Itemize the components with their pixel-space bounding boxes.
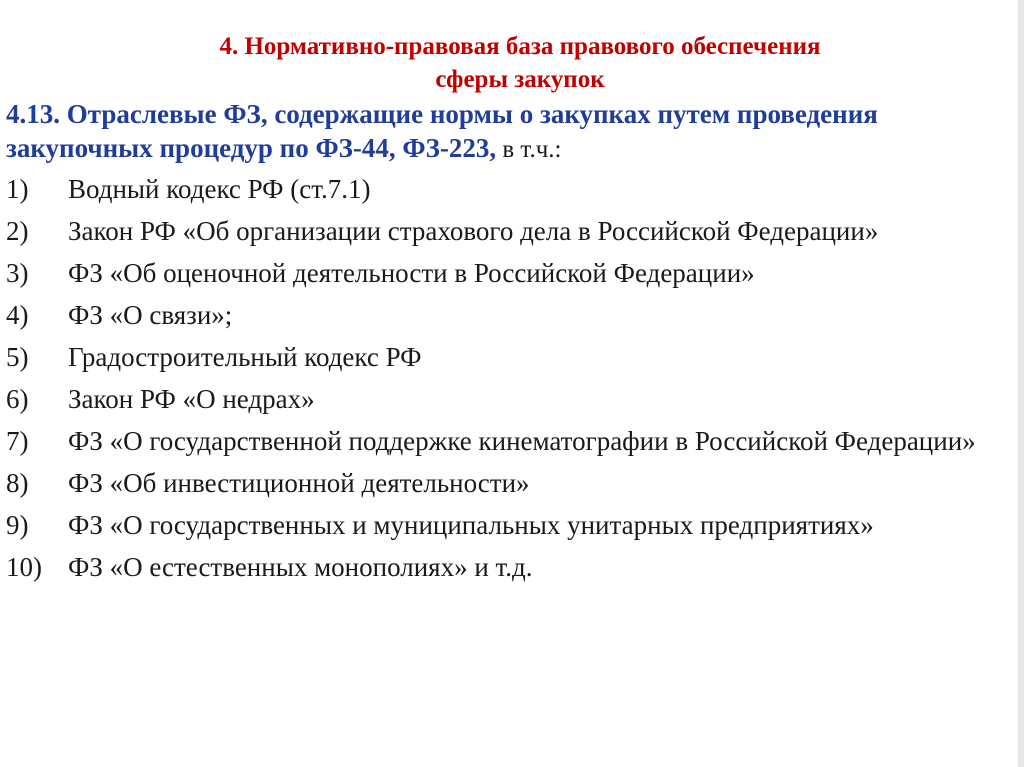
list-item-text: ФЗ «О государственных и муниципальных унитарных предприятиях» <box>68 510 874 540</box>
list-item <box>6 551 996 584</box>
list-item-text: ФЗ «О естественных монополиях» и т.д. <box>68 552 533 582</box>
list-item-text: Градостроительный кодекс РФ <box>68 342 422 372</box>
list-item-number: 1) <box>6 174 29 204</box>
list-item-number: 6) <box>6 384 29 414</box>
section-subheading <box>6 97 996 167</box>
subheading-bold-text: 4.13. Отраслевые ФЗ, содержащие нормы о закупках путем проведения закупочных процедур по ФЗ-44, ФЗ-223, <box>6 99 878 163</box>
list-item-text: ФЗ «Об оценочной деятельности в Российской Федерации» <box>68 258 755 288</box>
list-item-number: 7) <box>6 426 29 456</box>
list-item-number: 10) <box>6 552 42 582</box>
list-item <box>6 341 996 374</box>
list-item-text: Водный кодекс РФ (ст.7.1) <box>68 174 371 204</box>
list-item <box>6 425 996 458</box>
law-list <box>6 173 996 593</box>
slide-title <box>70 30 970 96</box>
list-item-number: 9) <box>6 510 29 540</box>
slide-edge <box>1018 0 1024 767</box>
list-item-number: 2) <box>6 216 29 246</box>
subheading-normal-text: в т.ч.: <box>496 136 562 163</box>
list-item <box>6 299 996 332</box>
slide-title-line-1: 4. Нормативно-правовая база правового обеспечения <box>219 33 821 60</box>
list-item-text: ФЗ «Об инвестиционной деятельности» <box>68 468 530 498</box>
list-item-number: 8) <box>6 468 29 498</box>
list-item <box>6 257 996 290</box>
list-item-text: ФЗ «О государственной поддержке кинематографии в Российской Федерации» <box>68 426 976 456</box>
list-item-number: 4) <box>6 300 29 330</box>
list-item <box>6 215 996 248</box>
list-item <box>6 383 996 416</box>
list-item-text: Закон РФ «Об организации страхового дела в Российской Федерации» <box>68 216 879 246</box>
list-item-number: 5) <box>6 342 29 372</box>
list-item-number: 3) <box>6 258 29 288</box>
list-item <box>6 467 996 500</box>
slide-title-line-2: сферы закупок <box>435 66 605 93</box>
list-item-text: ФЗ «О связи»; <box>68 300 233 330</box>
list-item-text: Закон РФ «О недрах» <box>68 384 315 414</box>
list-item <box>6 173 996 206</box>
list-item <box>6 509 996 542</box>
